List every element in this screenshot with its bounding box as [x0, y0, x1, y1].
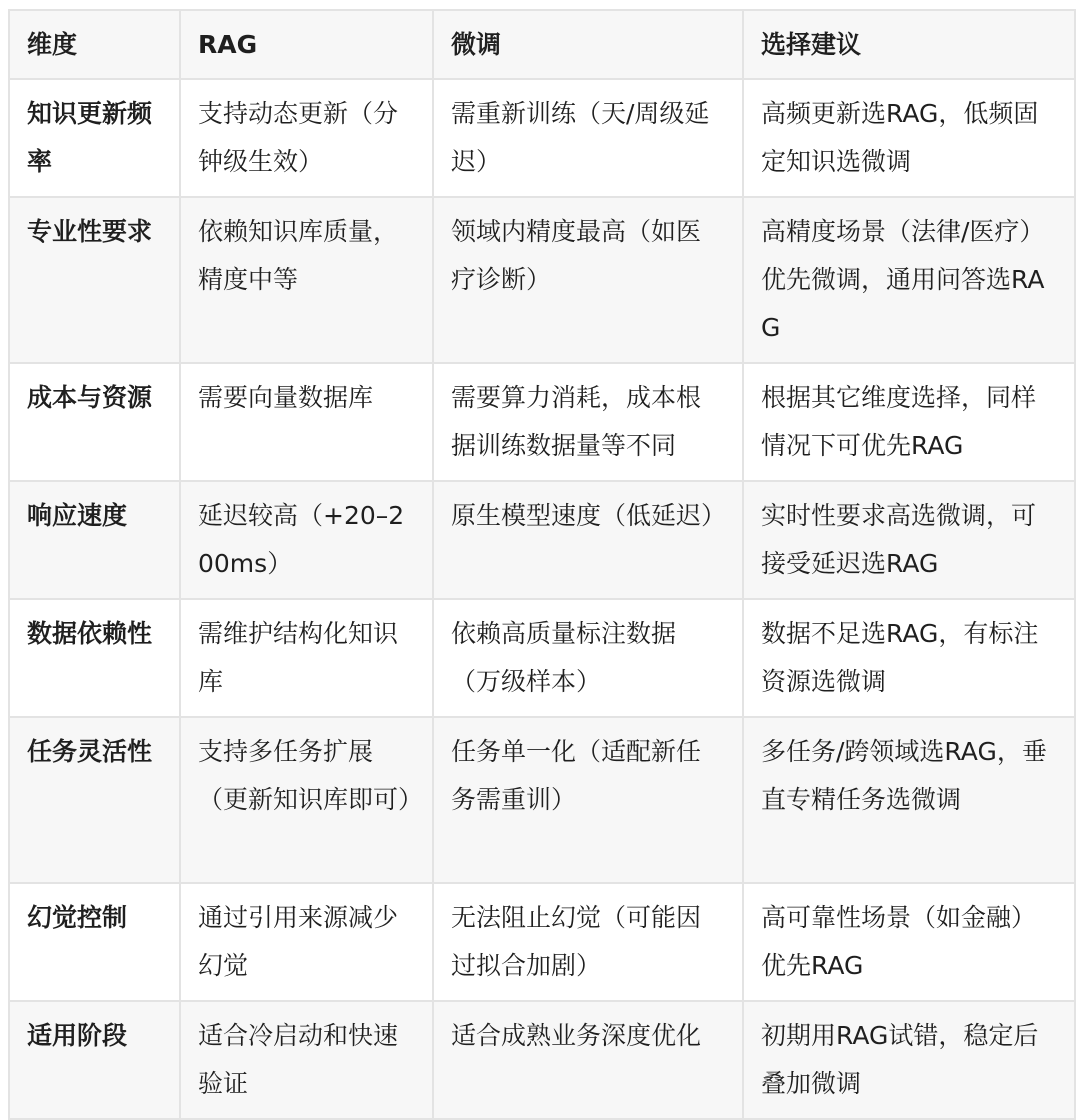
- row-recommendation-cell: 初期用RAG试错，稳定后叠加微调: [743, 1001, 1075, 1119]
- table-row: [9, 79, 1075, 197]
- row-rag-cell: 支持动态更新（分钟级生效）: [180, 79, 433, 197]
- comparison-table: [8, 9, 1076, 1120]
- row-rag-cell: 支持多任务扩展（更新知识库即可）: [180, 717, 433, 883]
- header-rag: RAG: [180, 10, 433, 79]
- row-finetune-cell: 原生模型速度（低延迟）: [433, 481, 743, 599]
- row-finetune-cell: 依赖高质量标注数据（万级样本）: [433, 599, 743, 717]
- table-row: [9, 363, 1075, 481]
- row-dimension-cell: 专业性要求: [9, 197, 180, 363]
- table-header-row: [9, 10, 1075, 79]
- row-finetune-cell: 任务单一化（适配新任务需重训）: [433, 717, 743, 883]
- row-recommendation-cell: 数据不足选RAG，有标注资源选微调: [743, 599, 1075, 717]
- header-dimension: 维度: [9, 10, 180, 79]
- table-row: [9, 883, 1075, 1001]
- row-finetune-cell: 需重新训练（天/周级延迟）: [433, 79, 743, 197]
- row-recommendation-cell: 多任务/跨领域选RAG，垂直专精任务选微调: [743, 717, 1075, 883]
- row-finetune-cell: 需要算力消耗，成本根据训练数据量等不同: [433, 363, 743, 481]
- row-rag-cell: 通过引用来源减少幻觉: [180, 883, 433, 1001]
- comparison-table-container: [8, 9, 1076, 1120]
- table-row: [9, 481, 1075, 599]
- row-recommendation-cell: 实时性要求高选微调，可接受延迟选RAG: [743, 481, 1075, 599]
- row-recommendation-cell: 高可靠性场景（如金融）优先RAG: [743, 883, 1075, 1001]
- row-rag-cell: 延迟较高（+20–200ms）: [180, 481, 433, 599]
- row-finetune-cell: 领域内精度最高（如医疗诊断）: [433, 197, 743, 363]
- table-row: [9, 599, 1075, 717]
- row-dimension-cell: 适用阶段: [9, 1001, 180, 1119]
- row-dimension-cell: 任务灵活性: [9, 717, 180, 883]
- row-rag-cell: 需要向量数据库: [180, 363, 433, 481]
- row-dimension-cell: 数据依赖性: [9, 599, 180, 717]
- table-row: [9, 1001, 1075, 1119]
- row-rag-cell: 需维护结构化知识库: [180, 599, 433, 717]
- row-dimension-cell: 幻觉控制: [9, 883, 180, 1001]
- row-rag-cell: 适合冷启动和快速验证: [180, 1001, 433, 1119]
- table-row: [9, 197, 1075, 363]
- row-dimension-cell: 成本与资源: [9, 363, 180, 481]
- row-dimension-cell: 响应速度: [9, 481, 180, 599]
- row-dimension-cell: 知识更新频率: [9, 79, 180, 197]
- header-finetune: 微调: [433, 10, 743, 79]
- row-recommendation-cell: 高精度场景（法律/医疗）优先微调，通用问答选RAG: [743, 197, 1075, 363]
- row-rag-cell: 依赖知识库质量，精度中等: [180, 197, 433, 363]
- table-row: [9, 717, 1075, 883]
- row-recommendation-cell: 根据其它维度选择，同样情况下可优先RAG: [743, 363, 1075, 481]
- header-recommendation: 选择建议: [743, 10, 1075, 79]
- row-finetune-cell: 无法阻止幻觉（可能因过拟合加剧）: [433, 883, 743, 1001]
- row-finetune-cell: 适合成熟业务深度优化: [433, 1001, 743, 1119]
- row-recommendation-cell: 高频更新选RAG，低频固定知识选微调: [743, 79, 1075, 197]
